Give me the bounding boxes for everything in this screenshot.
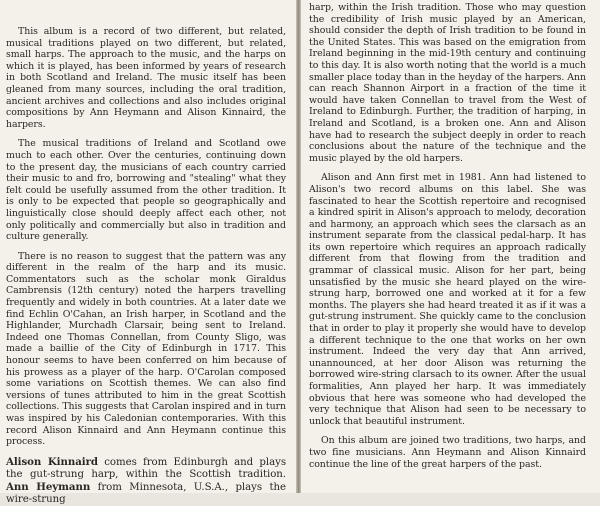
right-page (301, 0, 600, 493)
ann-intro-text: from Minnesota, U.S.A., plays the wire-strung (6, 481, 287, 505)
left-paragraph-2: The musical traditions of Ireland and Scotland owe much to each other. Over the centuries, continuing down to the present day, the musicians of each country carried their music to and fro, borrowing and "stealing" what they felt could be usefully assumed from the other tradition. It is only to be expected that people so geographically and linguistically close should deeply affect each other, not only politically and commercially but also in tradition and culture generally. (6, 138, 286, 243)
alison-intro-text: comes from Edinburgh and plays the gut-strung harp, within the Scottish tradition. (6, 456, 286, 480)
harper-name-ann: Ann Heymann (6, 480, 91, 493)
left-paragraph-1: This album is a record of two different, but related, musical traditions played on two different, but related, small harps. The approach to the music, and the harps on which it is played, has been informed by years of research in both Scotland and Ireland. The music itself has been gleaned from many sources, including the oral tradition, ancient archives and collections and also includes original compositions by Ann Heymann and Alison Kinnaird, the harpers. (6, 26, 286, 130)
right-paragraph-2: Alison and Ann first met in 1981. Ann had listened to Alison's two record albums on this label. She was fascinated to hear the Scottish repertoire and recognised a kindred spirit in Alison's approach to melody, decoration and harmony, an approach which sees the clarsach as an instrument separate from the classical pedal-harp. It has its own repertoire which requires an approach radically different from that flowing from the tradition and grammar of classical music. Alison for her part, being unsatisfied by the music she heard played on the wire-strung harp, borrowed one and worked at it for a few months. The players she had heard treated it as if it was a gut-strung instrument. She quickly came to the conclusion that in order to play it properly she would have to develop a different technique to the one that works on her own instrument. Indeed the very day that Ann arrived, unannounced, at her door Alison was returning the borrowed wire-string clarsach to its owner. After the usual formalities, Ann played her harp. It was immediately obvious that here was someone who had developed the very technique that Alison had seen to be necessary to unlock that beautiful instrument. (309, 172, 586, 427)
left-page (0, 0, 296, 505)
left-paragraph-4 (6, 456, 286, 506)
left-paragraph-3: There is no reason to suggest that the pattern was any different in the realm of the harp and its music. Commentators such as the scholar monk Giraldus Cambrensis (12th century) noted the harpers travelling frequently and widely in both countries. At a later date we find Echlin O'Cahan, an Irish harper, in Scotland and the Highlander, Murchadh Clarsair, being sent to Ireland. Indeed one Thomas Connellan, from County Sligo, was made a baillie of the City of Edinburgh in 1717. This honour seems to have been conferred on him because of his prowess as a player of the harp. O'Carolan composed some variations on Scottish themes. We can also find versions of tunes attributed to him in the great Scottish collections. This suggests that Carolan inspired and in turn was inspired by his Caledonian contemporaries. With this record Alison Kinnaird and Ann Heymann continue this process. (6, 250, 286, 448)
right-paragraph-3: On this album are joined two traditions, two harps, and two fine musicians. Ann Heymann and Alison Kinnaird continue the line of the great harpers of the past. (309, 435, 586, 470)
harper-name-alison: Alison Kinnaird (6, 455, 98, 468)
right-paragraph-1: harp, within the Irish tradition. Those who may question the credibility of Irish music played by an American, should consider the depth of Irish tradition to be found in the United States. This was based on the emigration from Ireland beginning in the mid-19th century and continuing to this day. It is also worth noting that the world is a much smaller place today than in the heyday of the harpers. Ann can reach Shannon Airport in a fraction of the time it would have taken Connellan to travel from the West of Ireland to Edinburgh. Further, the tradition of harping, in Ireland and Scotland, is a broken one. Ann and Alison have had to research the subject deeply in order to reach conclusions about the nature of the technique and the music played by the old harpers. (309, 2, 586, 164)
